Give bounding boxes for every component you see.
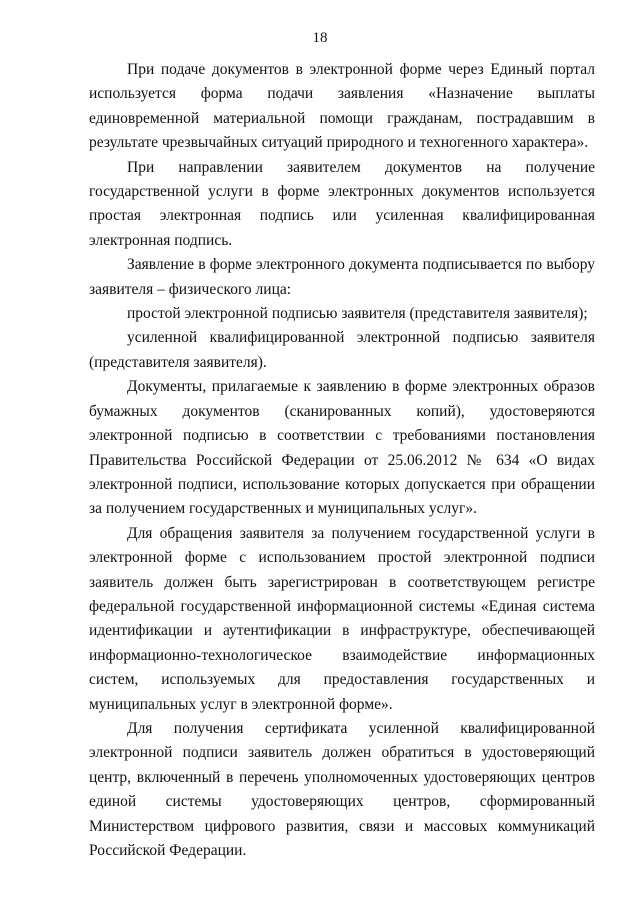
- paragraph-signing-choice: Заявление в форме электронного документа подписывается по выбору заявителя – физического лица:: [89, 256, 595, 298]
- page-number: 18: [312, 30, 328, 46]
- paragraph-attached-documents: Документы, прилагаемые к заявлению в форме электронных образов бумажных документов (сканированных копий), удостоверяются электронной подписью в соответствии с требованиями постановления Правительства Российской Федерации от 25.06.2012 № 634 «О видах электронной подписи, использование которых допускается при обращении за получением государственных и муниципальных услуг».: [89, 378, 595, 518]
- paragraph-esia-registration: Для обращения заявителя за получением государственной услуги в электронной форме с использованием простой электронной подписи заявитель должен быть зарегистрирован в соответствующем регистре федеральной государственной информационной системы «Единая система идентификации и аутентификации в инфраструктуре, обеспечивающей информационно-технологическое взаимодействие информационных систем, используемых для предоставления государственных и муниципальных услуг в электронной форме».: [89, 524, 595, 713]
- paragraph-certificate-center: Для получения сертификата усиленной квалифицированной электронной подписи заявитель должен обратиться в удостоверяющий центр, включенный в перечень уполномоченных удостоверяющих центров единой системы удостоверяющих центров, сформированный Министерством цифрового развития, связи и массовых коммуникаций Российской Федерации.: [89, 719, 595, 859]
- paragraph-electronic-signature-types: При направлении заявителем документов на получение государственной услуги в форме электронных документов используется простая электронная подпись или усиленная квалифицированная электронная подпись.: [89, 158, 595, 249]
- paragraph-simple-signature-option: простой электронной подписью заявителя (представителя заявителя);: [127, 305, 588, 323]
- paragraph-electronic-submission-form: При подаче документов в электронной форме через Единый портал используется форма подачи заявления «Назначение выплаты единовременной материальной помощи гражданам, пострадавшим в результате чрезвычайных ситуаций природного и техногенного характера».: [89, 61, 595, 152]
- document-body: [89, 58, 595, 863]
- paragraph-qualified-signature-option: усиленной квалифицированной электронной подписью заявителя (представителя заявителя).: [89, 329, 595, 371]
